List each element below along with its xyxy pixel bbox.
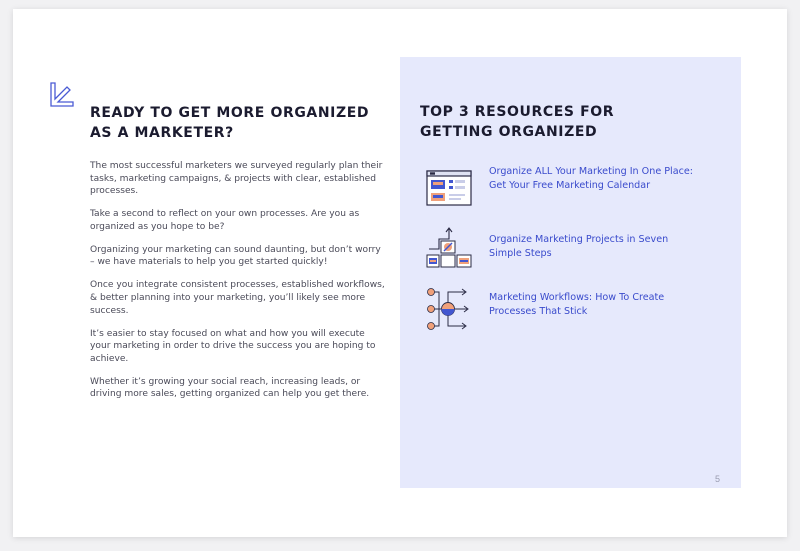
intro-heading-line2: AS A MARKETER? bbox=[90, 125, 234, 141]
steps-icon bbox=[425, 227, 473, 275]
intro-heading-line1: READY TO GET MORE ORGANIZED bbox=[90, 105, 370, 121]
resources-panel bbox=[400, 57, 741, 488]
paragraph: Whether it’s growing your social reach, increasing leads, or driving more sales, getting organized can help you get there. bbox=[90, 376, 370, 400]
resources-heading-line1: TOP 3 RESOURCES FOR bbox=[420, 104, 615, 120]
resource-link-projects[interactable]: Organize Marketing Projects in Seven Simple Steps bbox=[489, 234, 669, 259]
resources-heading-line2: GETTING ORGANIZED bbox=[420, 124, 598, 140]
resource-item[interactable] bbox=[425, 227, 725, 275]
workflow-icon bbox=[425, 285, 473, 333]
paragraph: Take a second to reflect on your own processes. Are you as organized as you hope to be? bbox=[90, 209, 360, 232]
resource-item[interactable] bbox=[425, 285, 725, 333]
calendar-icon bbox=[425, 165, 473, 213]
arrow-down-right-icon bbox=[49, 81, 75, 107]
document-page bbox=[13, 9, 787, 537]
paragraph: Once you integrate consistent processes, established workflows, & better planning into your marketing, you’ll likely see more success. bbox=[90, 280, 385, 316]
page-number: 5 bbox=[714, 474, 720, 484]
intro-heading bbox=[90, 103, 385, 143]
resources-heading bbox=[420, 102, 614, 142]
resource-link-workflows[interactable]: Marketing Workflows: How To Create Processes That Stick bbox=[489, 292, 665, 317]
paragraph: It’s easier to stay focused on what and how you will execute your marketing in order to drive the success you are hoping to achieve. bbox=[90, 328, 376, 364]
intro-section bbox=[90, 103, 385, 411]
resource-item[interactable] bbox=[425, 165, 725, 213]
intro-body bbox=[90, 160, 385, 401]
paragraph: The most successful marketers we surveyed regularly plan their tasks, marketing campaigns, & projects with clear, established processes. bbox=[90, 161, 383, 197]
paragraph: Organizing your marketing can sound daunting, but don’t worry – we have materials to help you get started quickly! bbox=[90, 244, 381, 268]
resource-link-calendar[interactable]: Organize ALL Your Marketing In One Place: Get Your Free Marketing Calendar bbox=[489, 166, 694, 191]
